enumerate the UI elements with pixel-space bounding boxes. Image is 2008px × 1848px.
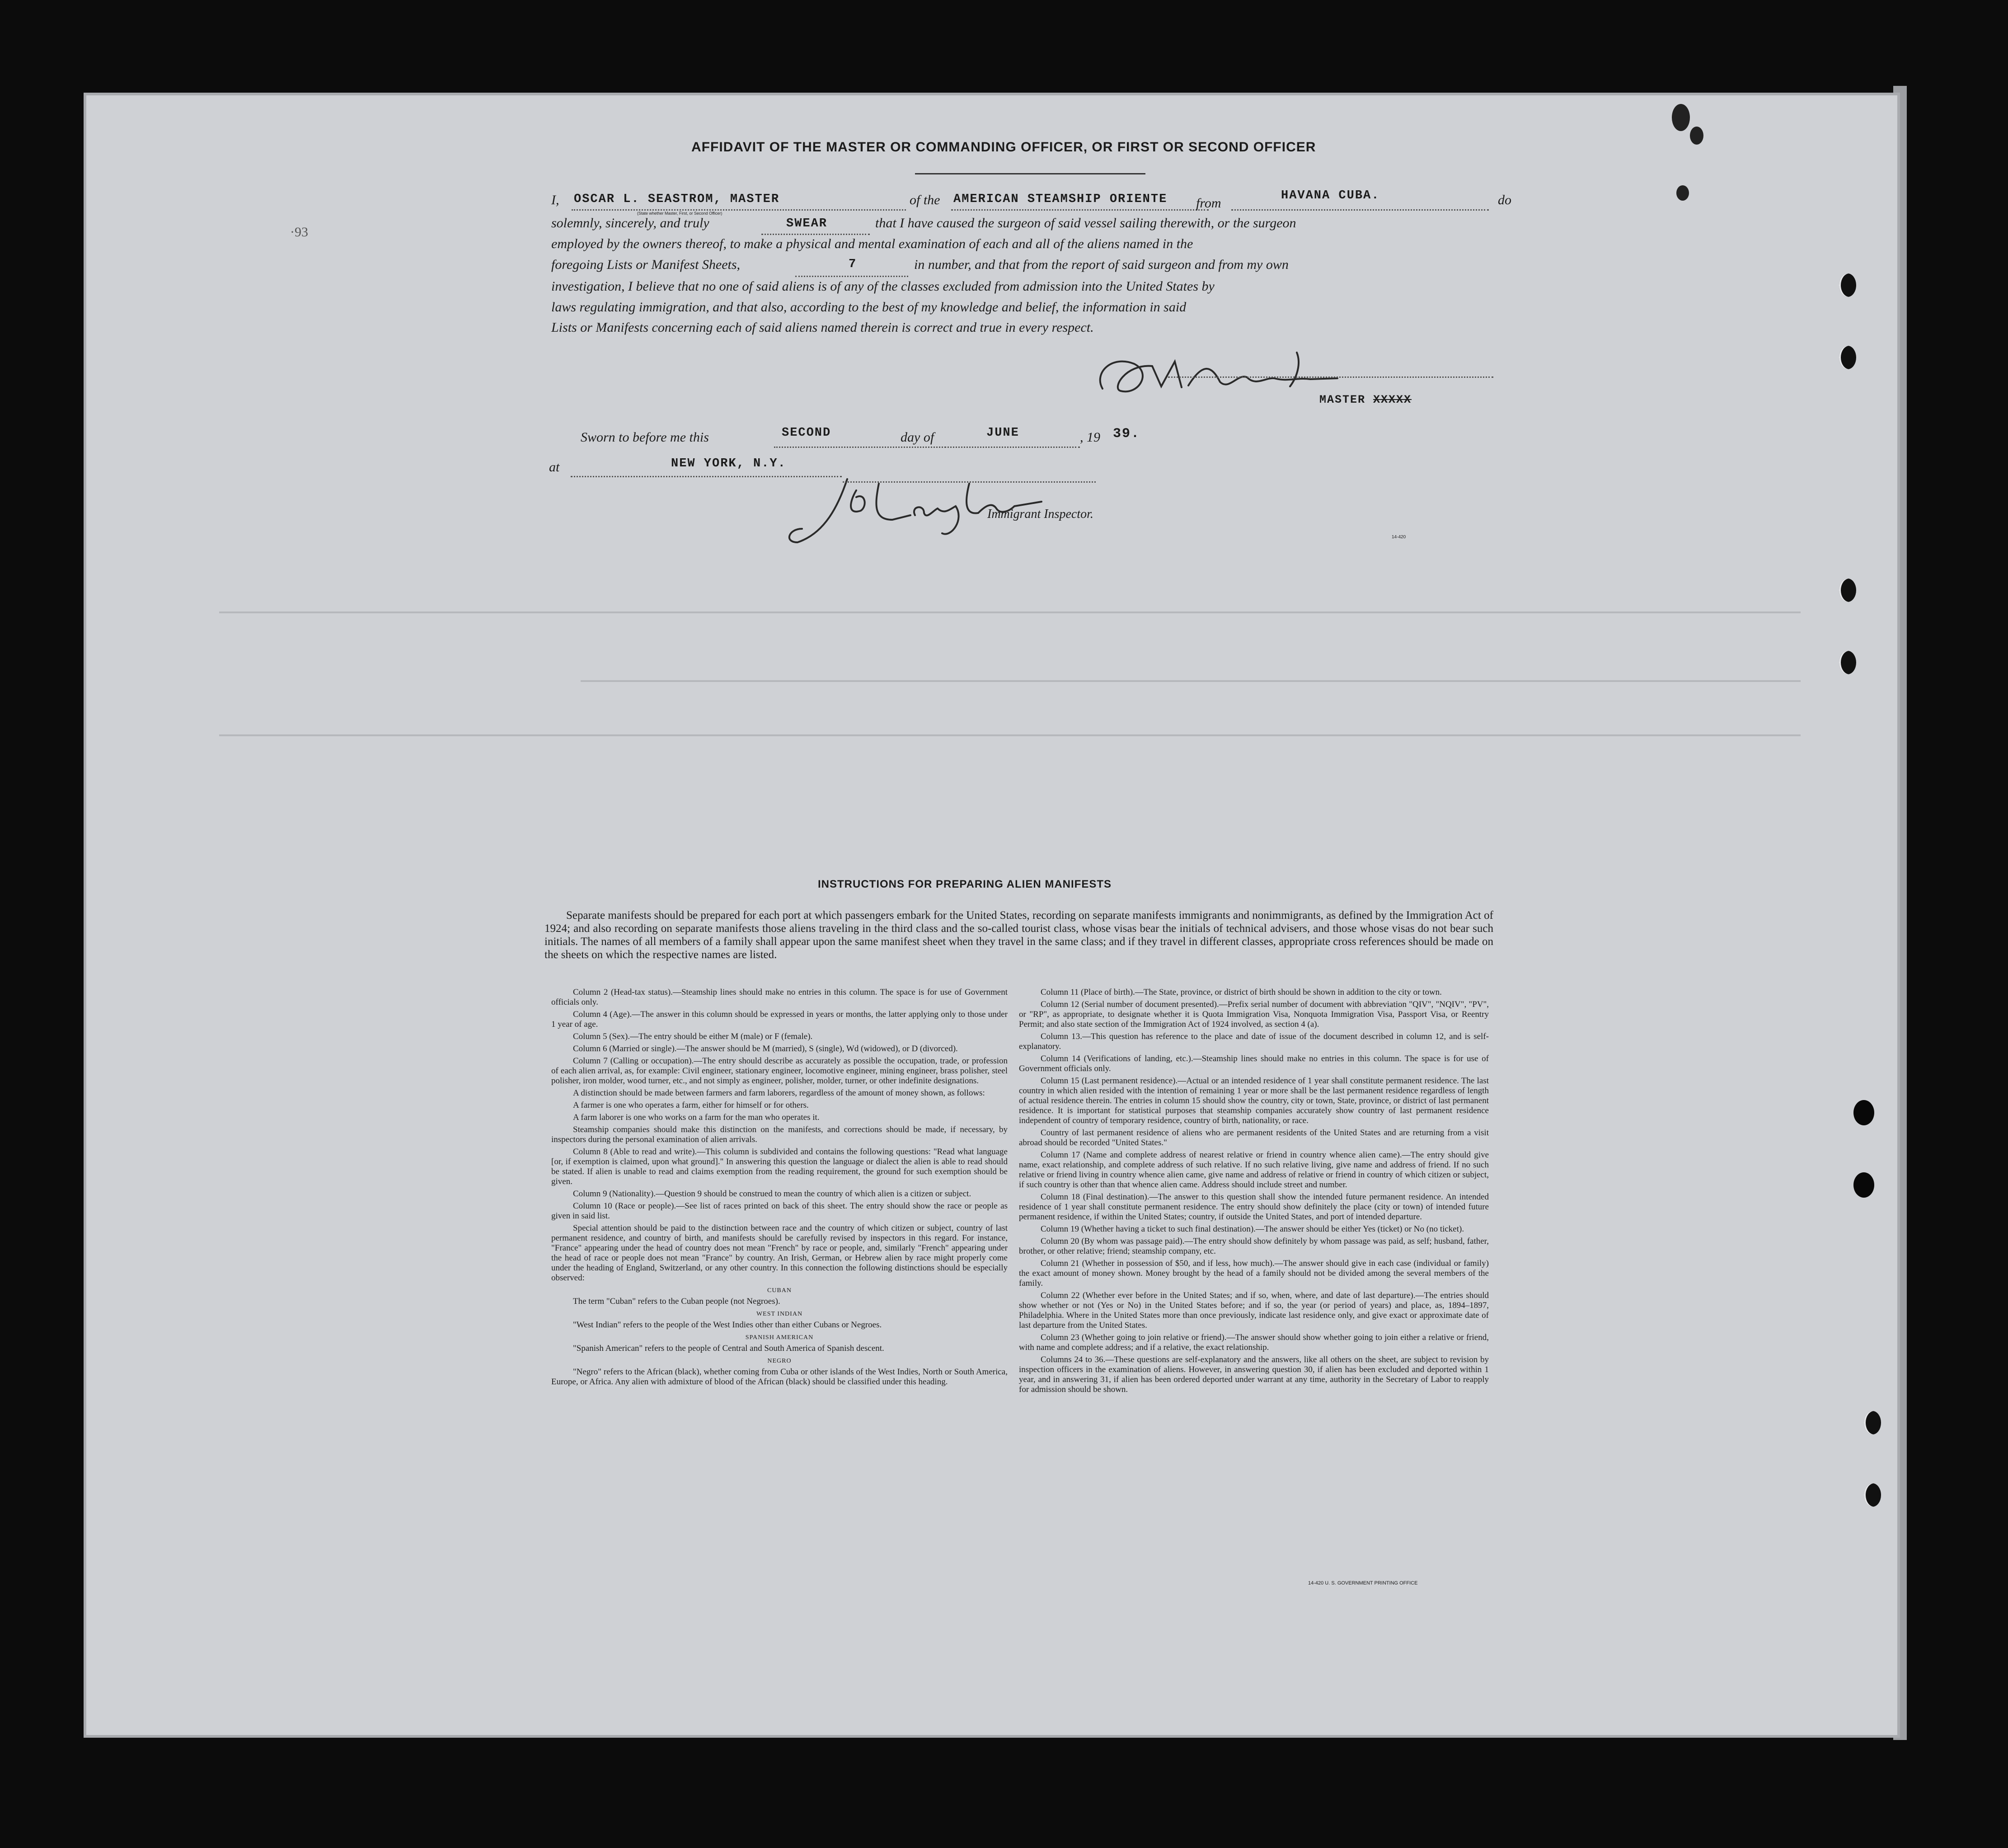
left-item: Column 8 (Able to read and write).—This column is subdivided and contains the following questions: "Read what language [or, if exemption is claimed, upon what ground]." In answering this question the language or dialect the alien is able to read should be stated. If alien is unable to read and claims exemption from the reading requirement, the ground for such exemption should be given.	[551, 1147, 1008, 1186]
left-item: A distinction should be made between farmers and farm laborers, regardless of the amount of money shown, as follows:	[573, 1088, 985, 1098]
inspector-signature-line	[843, 481, 1096, 483]
race-text: The term "Cuban" refers to the Cuban people (not Negroes).	[573, 1297, 780, 1306]
day-of-label: day of	[901, 430, 934, 445]
right-item: Column 22 (Whether ever before in the United States; and if so, when, where, and date of last departure).—The entries should show whether or not (Yes or No) in the United States before; and if so, the year (or period of years) and place, as, 1894–1897, Philadelphia. Where in the United States more than once previously, indicate last residence only, and give exact or approximate date of last departure from the United States.	[1019, 1291, 1489, 1330]
right-item: Column 12 (Serial number of document presented).—Prefix serial number of document with abbreviation "QIV", "NQIV", "PV", or "RP", as appropriate, to designate whether it is Quota Immigration Visa, Nonquota Immigration Visa, Passport Visa, or Reentry Permit; and also state section of the Immigration Act of 1924 involved, as section 4 (a).	[1019, 1000, 1489, 1029]
affidavit-line-3: employed by the owners thereof, to make a physical and mental examination of each and all of the aliens named in the	[551, 236, 1193, 251]
left-item: Column 5 (Sex).—The entry should be either M (male) or F (female).	[573, 1032, 813, 1041]
name-blank	[572, 209, 906, 211]
affidavit-line-4b: in number, and that from the report of said surgeon and from my own	[914, 257, 1289, 272]
right-item: Column 14 (Verifications of landing, etc.).—Steamship lines should make no entries in this column. The space is for use of Government officials only.	[1019, 1054, 1489, 1073]
race-text: "West Indian" refers to the people of the West Indies other than either Cubans or Negroes.	[573, 1320, 882, 1330]
right-item: Column 23 (Whether going to join relative or friend).—The answer should show whether going to join either a relative or friend, with name and complete address; and if a relative, the exact relationship.	[1019, 1333, 1489, 1352]
left-item: Column 2 (Head-tax status).—Steamship lines should make no entries in this column. The space is for use of Government officials only.	[551, 987, 1008, 1007]
left-item: Special attention should be paid to the distinction between race and the country of which citizen or subject, country of last permanent residence, and country of birth, and manifests should be carefully revised by inspectors in this regard. For instance, "France" appearing under the head of country does not mean "French" by race or people, and, similarly "French" appearing under the head of race or people does not mean "France" by country. An Irish, German, or Hebrew alien by race might properly come under the heading of England, Switzerland, or any other country. In this connection the following distinctions should be especially observed:	[551, 1223, 1008, 1283]
instructions-right-column	[1019, 987, 1489, 1397]
right-item: Column 15 (Last permanent residence).—Actual or an intended residence of 1 year shall constitute permanent residence. The last country in which alien resided with the intention of remaining 1 year or more shall be the last permanent residence regardless of length of actual residence therein. The entries in column 15 should show the country, city or town, State, province, or district of last permanent residence. It is important for statistical purposes that steamship companies accurately show country of last permanent residence independent of country of temporary residence, country of birth, nationality, or race.	[1019, 1076, 1489, 1125]
margin-mark: ·93	[290, 225, 308, 240]
race-heading: WEST INDIAN	[756, 1311, 803, 1317]
affidavit-line-7: Lists or Manifests concerning each of said aliens named therein is correct and true in every respect.	[551, 320, 1094, 335]
binder-hole	[1864, 1483, 1881, 1507]
left-item: A farm laborer is one who works on a farm for the man who operates it.	[573, 1113, 820, 1122]
sworn-place: NEW YORK, N.Y.	[671, 457, 786, 470]
right-item: Country of last permanent residence of aliens who are permanent residents of the United States and are returning from a visit abroad should be recorded "United States."	[1019, 1128, 1489, 1147]
binder-hole	[1839, 273, 1856, 297]
binder-hole	[1839, 651, 1856, 674]
manifest-sheet	[84, 93, 1900, 1738]
affidavit-line-6: laws regulating immigration, and that also, according to the best of my knowledge and belief, the information in said	[551, 300, 1187, 315]
inspector-label: Immigrant Inspector.	[987, 507, 1093, 521]
port-blank	[1231, 209, 1489, 211]
instructions-intro: Separate manifests should be prepared for each port at which passengers embark for the United States, recording on separate manifests immigrants and nonimmigrants, as defined by the Immigration Act of 1924; and also recording on separate manifests those aliens traveling in the third class and the so-called tourist class, whose visas bear the initials of technical advisers, and those whose visas do not bear such initials. The names of all members of a family shall appear upon the same manifest sheet when they travel in the same class; and if they travel in different classes, appropriate cross references should be made on the sheets on which the respective names are listed.	[544, 909, 1493, 961]
vessel-blank	[951, 209, 1209, 211]
sheets-count: 7	[849, 258, 857, 271]
from-label: from	[1196, 196, 1221, 211]
left-item: Steamship companies should make this distinction on the manifests, and corrections should be made, if necessary, by inspectors during the personal examination of alien arrivals.	[551, 1125, 1008, 1144]
port-name: HAVANA CUBA.	[1281, 189, 1380, 202]
sworn-day: SECOND	[782, 426, 831, 440]
left-item: A farmer is one who operates a farm, either for himself or for others.	[573, 1100, 809, 1110]
right-item: Column 13.—This question has reference to the place and date of issue of the document described in column 12, and is self-explanatory.	[1019, 1032, 1489, 1051]
oath-word: SWEAR	[786, 217, 828, 230]
instructions-title: INSTRUCTIONS FOR PREPARING ALIEN MANIFESTS	[818, 878, 1112, 890]
right-item: Column 17 (Name and complete address of nearest relative or friend in country whence alien came).—The entry should give name, exact relationship, and complete address of such relative. If no such relative living, give name and address of friend. If no such relative or friend living in country whence alien came, give name and address of relative or friend in country of which citizen or subject, if such country is other than that whence alien came. Address should include street and number.	[1019, 1150, 1489, 1190]
binder-hole	[1853, 1172, 1874, 1198]
binder-hole	[1839, 346, 1856, 369]
left-item: Column 7 (Calling or occupation).—The entry should describe as accurately as possible the occupation, trade, or profession of each alien arrival, as, for example: Civil engineer, stationary engineer, locomotive engineer, mining engineer, brass polisher, steel polisher, iron molder, wood turner, etc., and not simply as engineer, polisher, molder, turner, or other indefinite designations.	[551, 1056, 1008, 1086]
left-item: Column 10 (Race or people).—See list of races printed on back of this sheet. The entry should show the race or people as given in said list.	[551, 1201, 1008, 1221]
right-item: Column 18 (Final destination).—The answer to this question shall show the intended future permanent residence. An intended residence of 1 year shall constitute permanent residence. The entry should show definitely the place (city or town) of intended future permanent residence, if within the United States; country, if outside the United States, and port of intended departure.	[1019, 1192, 1489, 1222]
do-label: do	[1498, 193, 1511, 207]
race-heading: SPANISH AMERICAN	[745, 1334, 814, 1341]
affidavit-line-2a: solemnly, sincerely, and truly	[551, 216, 709, 230]
race-heading: NEGRO	[767, 1358, 792, 1364]
master-title: MASTER XXXXX	[1319, 393, 1412, 406]
affidavit-line-1: I,	[551, 193, 559, 207]
sworn-label: Sworn to before me this	[581, 430, 709, 445]
race-text: "Negro" refers to the African (black), whether coming from Cuba or other islands of the West Indies, North or South America, Europe, or Africa. Any alien with admixture of blood of the African (black) should be classified under this heading.	[551, 1367, 1008, 1387]
rank-note: (State whether Master, First, or Second Officer)	[637, 211, 723, 216]
ink-blot	[1676, 185, 1689, 201]
of-the-label: of the	[910, 193, 940, 207]
right-item: Column 20 (By whom was passage paid).—The entry should show definitely by whom passage was paid, as self; husband, father, brother, or other relative; friend; steamship company, etc.	[1019, 1237, 1489, 1256]
right-item: Columns 24 to 36.—These questions are self-explanatory and the answers, like all others on the sheet, are subject to revision by inspection officers in the examination of aliens. However, in answering question 30, if alien has been excluded and deported within 1 year, and in answering 31, if alien has been ordered deported under warrant at any time, authority in the Secretary of Labor to reapply for admission should be shown.	[1019, 1355, 1489, 1394]
ink-blot	[1690, 127, 1703, 145]
sworn-month: JUNE	[986, 426, 1019, 440]
sworn-year: 39.	[1113, 426, 1140, 442]
year-prefix: , 19	[1080, 430, 1100, 445]
affidavit-line-2b: that I have caused the surgeon of said vessel sailing therewith, or the surgeon	[875, 216, 1296, 230]
vessel-name: AMERICAN STEAMSHIP ORIENTE	[953, 193, 1168, 206]
race-heading: CUBAN	[767, 1287, 792, 1294]
right-item: Column 11 (Place of birth).—The State, province, or district of birth should be shown in addition to the city or town.	[1041, 987, 1442, 997]
month-blank	[944, 447, 1080, 448]
master-signature-line	[1168, 376, 1493, 378]
master-name: OSCAR L. SEASTROM, MASTER	[574, 193, 780, 206]
ink-blot	[1672, 104, 1690, 131]
race-text: "Spanish American" refers to the people of Central and South America of Spanish descent.	[573, 1344, 884, 1353]
right-item: Column 21 (Whether in possession of $50, and if less, how much).—The answer should give in each case (individual or family) the exact amount of money shown. Money brought by the head of a family should not be divided among the several members of the family.	[1019, 1259, 1489, 1288]
form-number-top: 14-420	[1392, 535, 1406, 540]
binder-hole	[1839, 578, 1856, 602]
binder-hole	[1853, 1100, 1874, 1125]
instructions-left-column	[551, 987, 1008, 1389]
right-item: Column 19 (Whether having a ticket to such final destination).—The answer should be either Yes (ticket) or No (no ticket).	[1041, 1224, 1464, 1234]
printing-office-footer: 14-420 U. S. GOVERNMENT PRINTING OFFICE	[1308, 1580, 1418, 1586]
affidavit-line-5: investigation, I believe that no one of said aliens is of any of the classes excluded from admission into the United States by	[551, 279, 1215, 294]
title-rule	[915, 173, 1145, 174]
affidavit-line-4a: foregoing Lists or Manifest Sheets,	[551, 257, 741, 272]
at-label: at	[549, 460, 560, 475]
binder-hole	[1864, 1411, 1881, 1434]
left-item: Column 4 (Age).—The answer in this column should be expressed in years or months, the latter applying only to those under 1 year of age.	[551, 1010, 1008, 1029]
affidavit-title: AFFIDAVIT OF THE MASTER OR COMMANDING OFFICER, OR FIRST OR SECOND OFFICER	[691, 140, 1316, 155]
left-item: Column 9 (Nationality).—Question 9 should be construed to mean the country of which alien is a citizen or subject.	[573, 1189, 971, 1199]
left-item: Column 6 (Married or single).—The answer should be M (married), S (single), Wd (widowed), or D (divorced).	[573, 1044, 958, 1053]
